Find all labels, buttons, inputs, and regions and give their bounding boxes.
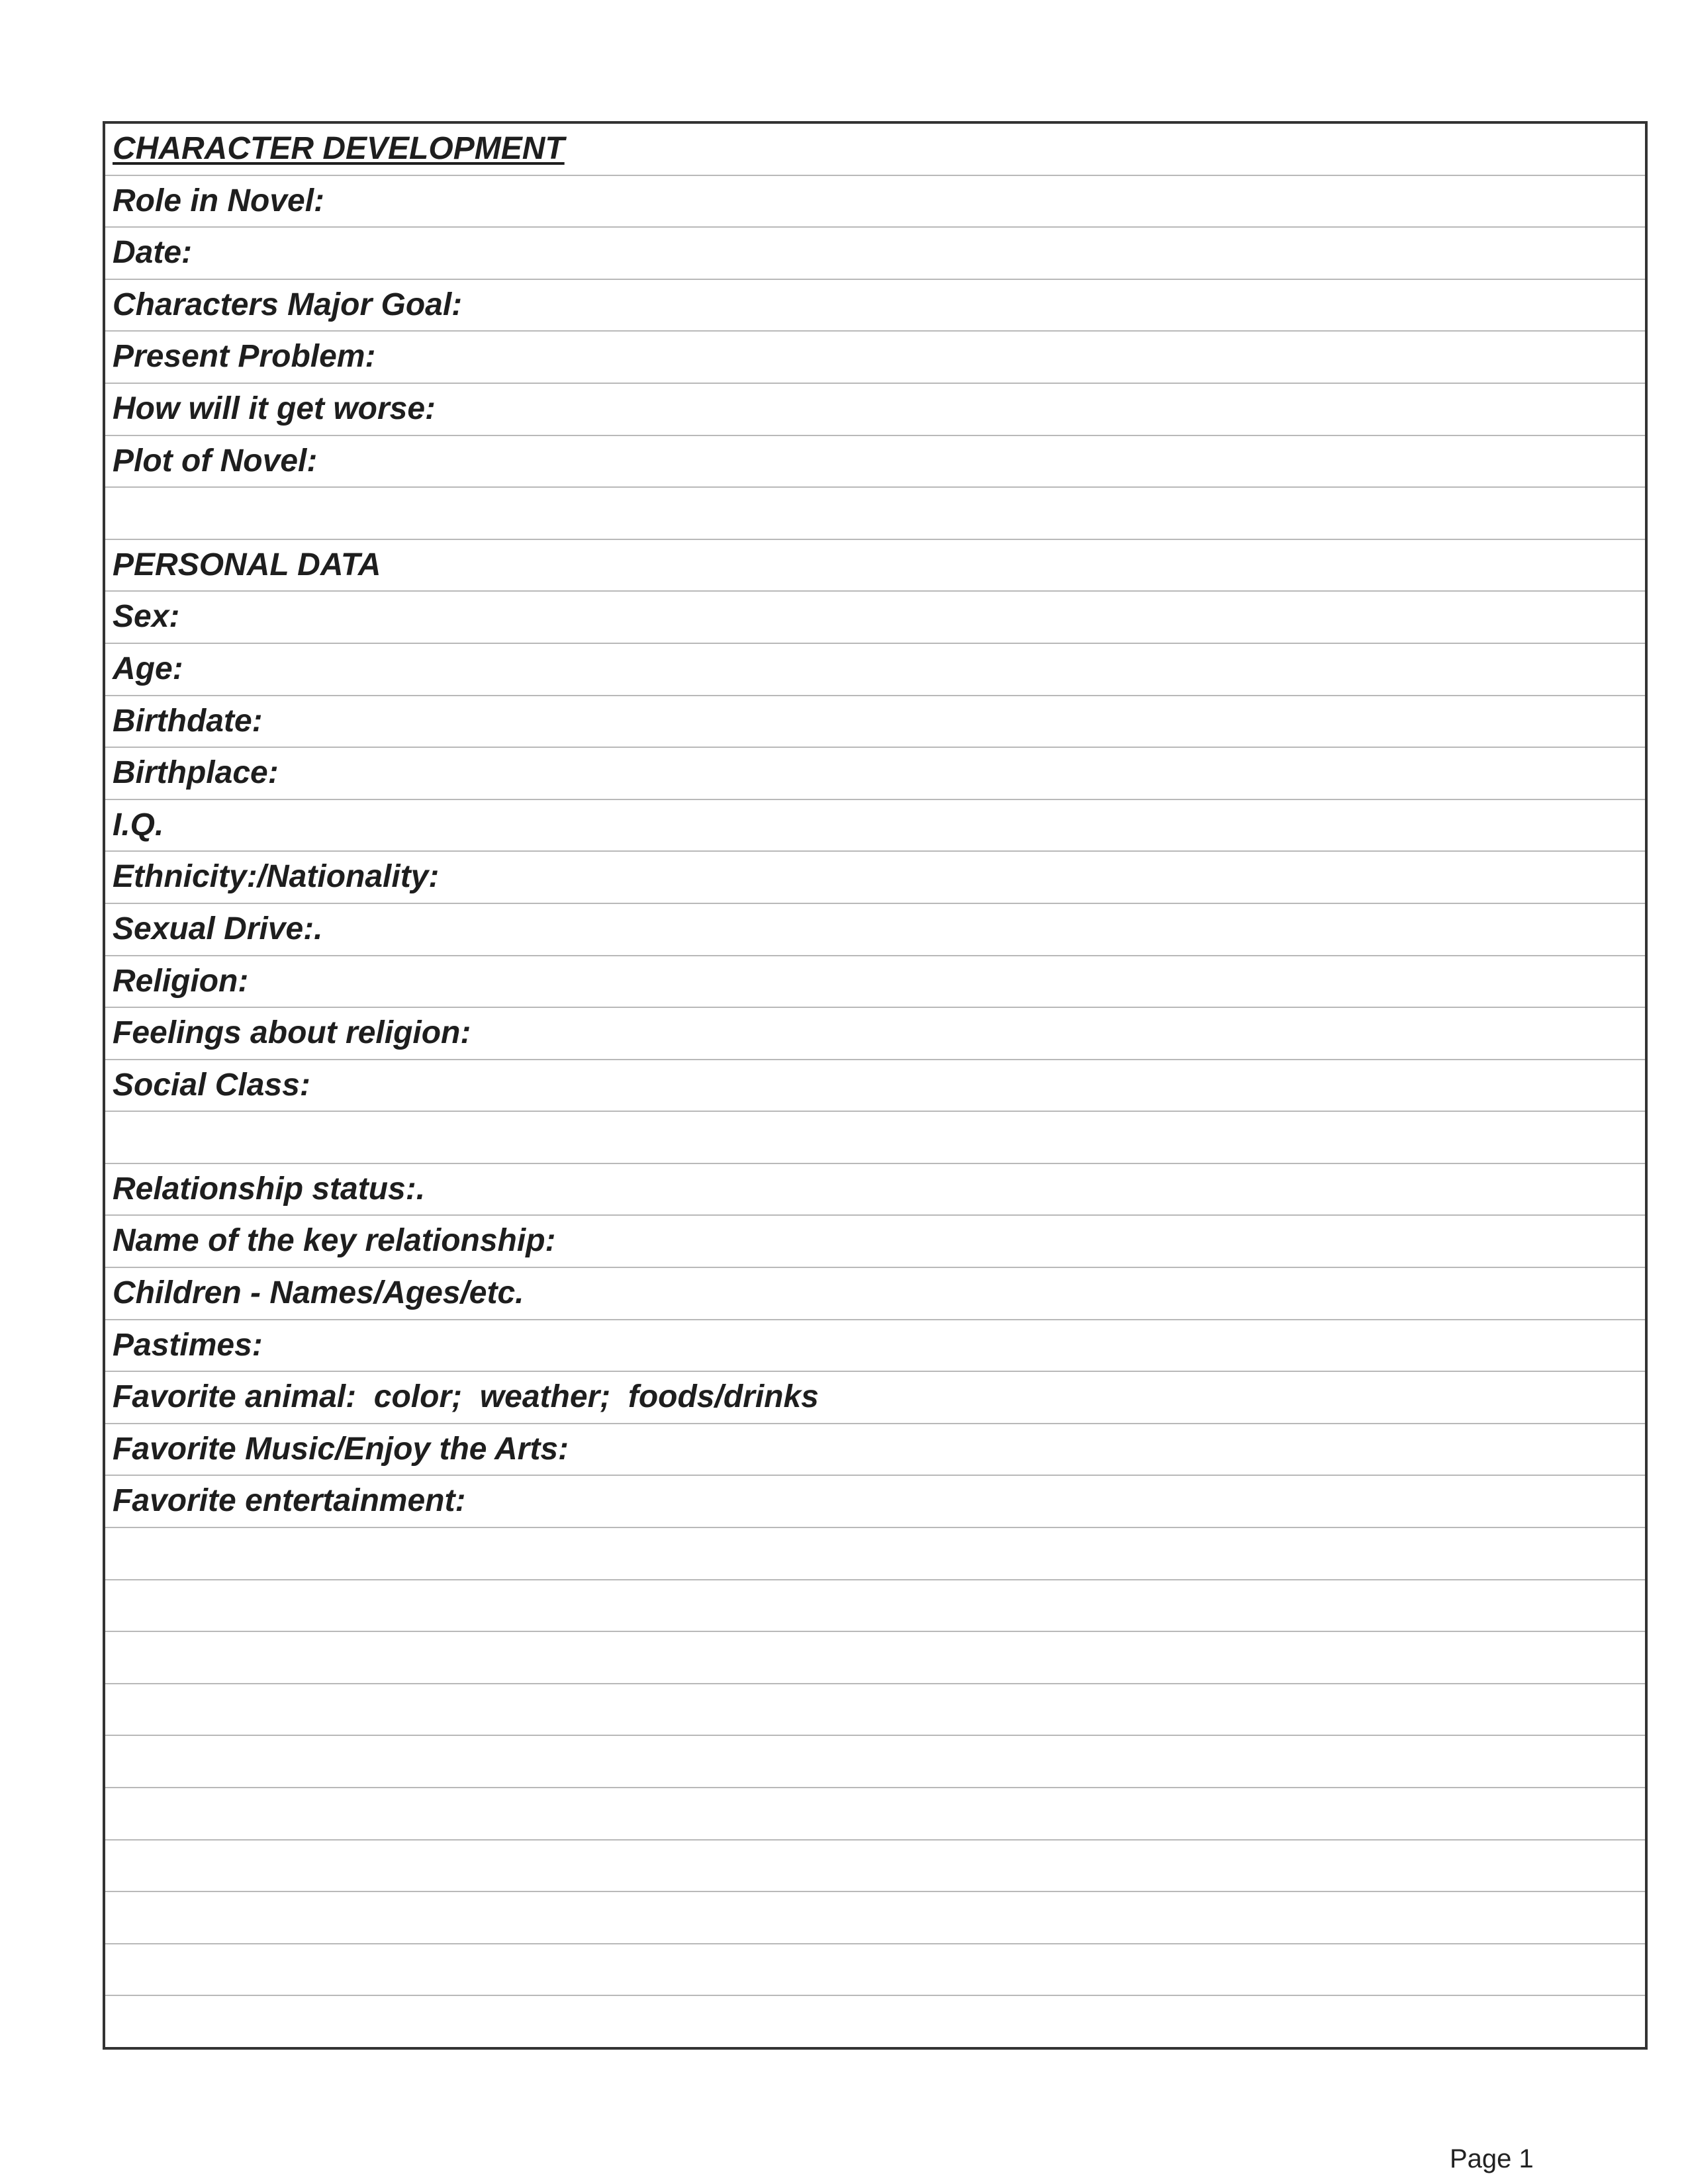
form-field-row[interactable]: [105, 280, 1645, 332]
blank-line-row[interactable]: [105, 1841, 1645, 1893]
form-field-row[interactable]: [105, 1476, 1645, 1528]
field-label: Favorite Music/Enjoy the Arts:: [113, 1431, 569, 1467]
form-field-row[interactable]: [105, 852, 1645, 904]
blank-line-row[interactable]: [105, 1996, 1645, 2048]
field-label: Religion:: [113, 963, 249, 999]
section-heading: CHARACTER DEVELOPMENT: [113, 131, 565, 166]
blank-line-row[interactable]: [105, 488, 1645, 540]
form-field-row[interactable]: [105, 1060, 1645, 1113]
form-field-row[interactable]: [105, 696, 1645, 749]
form-field-row[interactable]: [105, 956, 1645, 1009]
blank-line-row[interactable]: [105, 1528, 1645, 1580]
field-label: Characters Major Goal:: [113, 287, 463, 322]
field-label: I.Q.: [113, 807, 164, 842]
form-field-row[interactable]: [105, 644, 1645, 696]
field-label: Date:: [113, 235, 193, 271]
field-label: Plot of Novel:: [113, 443, 318, 478]
field-label: Favorite entertainment:: [113, 1483, 466, 1519]
form-field-row[interactable]: [105, 748, 1645, 800]
field-label: Present Problem:: [113, 339, 376, 375]
field-label: Role in Novel:: [113, 183, 325, 218]
field-label: Ethnicity:/Nationality:: [113, 859, 440, 895]
form-field-row[interactable]: [105, 332, 1645, 384]
form-field-row[interactable]: [105, 384, 1645, 436]
field-label: Favorite animal: color; weather; foods/drinks: [113, 1379, 819, 1415]
field-label: Pastimes:: [113, 1327, 263, 1363]
field-label: Social Class:: [113, 1067, 310, 1103]
blank-line-row[interactable]: [105, 1632, 1645, 1684]
form-field-row[interactable]: [105, 1320, 1645, 1373]
section-heading-row: [105, 540, 1645, 592]
blank-line-row[interactable]: [105, 1892, 1645, 1944]
field-label: Sexual Drive:.: [113, 911, 323, 946]
field-label: Name of the key relationship:: [113, 1223, 556, 1259]
form-field-row[interactable]: [105, 176, 1645, 228]
field-label: Children - Names/Ages/etc.: [113, 1275, 524, 1311]
form-field-row[interactable]: [105, 436, 1645, 488]
character-development-form: [103, 121, 1648, 2050]
form-field-row[interactable]: [105, 800, 1645, 852]
blank-line-row[interactable]: [105, 1788, 1645, 1841]
section-heading-row: [105, 124, 1645, 176]
field-label: Feelings about religion:: [113, 1015, 471, 1051]
blank-line-row[interactable]: [105, 1112, 1645, 1164]
field-label: Relationship status:.: [113, 1171, 426, 1206]
form-field-row[interactable]: [105, 228, 1645, 280]
form-field-row[interactable]: [105, 1008, 1645, 1060]
form-field-row[interactable]: [105, 1216, 1645, 1268]
form-rows: [105, 124, 1645, 2048]
form-field-row[interactable]: [105, 1424, 1645, 1477]
blank-line-row[interactable]: [105, 1736, 1645, 1788]
blank-line-row[interactable]: [105, 1580, 1645, 1633]
form-field-row[interactable]: [105, 592, 1645, 644]
form-field-row[interactable]: [105, 904, 1645, 956]
form-field-row[interactable]: [105, 1372, 1645, 1424]
field-label: Sex:: [113, 599, 180, 635]
field-label: Birthplace:: [113, 755, 279, 791]
field-label: How will it get worse:: [113, 390, 436, 426]
section-heading: PERSONAL DATA: [113, 547, 381, 582]
field-label: Birthdate:: [113, 703, 263, 739]
blank-line-row[interactable]: [105, 1684, 1645, 1737]
field-label: Age:: [113, 651, 183, 686]
form-field-row[interactable]: [105, 1268, 1645, 1320]
page-number: Page 1: [1450, 2144, 1534, 2173]
blank-line-row[interactable]: [105, 1944, 1645, 1997]
form-field-row[interactable]: [105, 1164, 1645, 1216]
